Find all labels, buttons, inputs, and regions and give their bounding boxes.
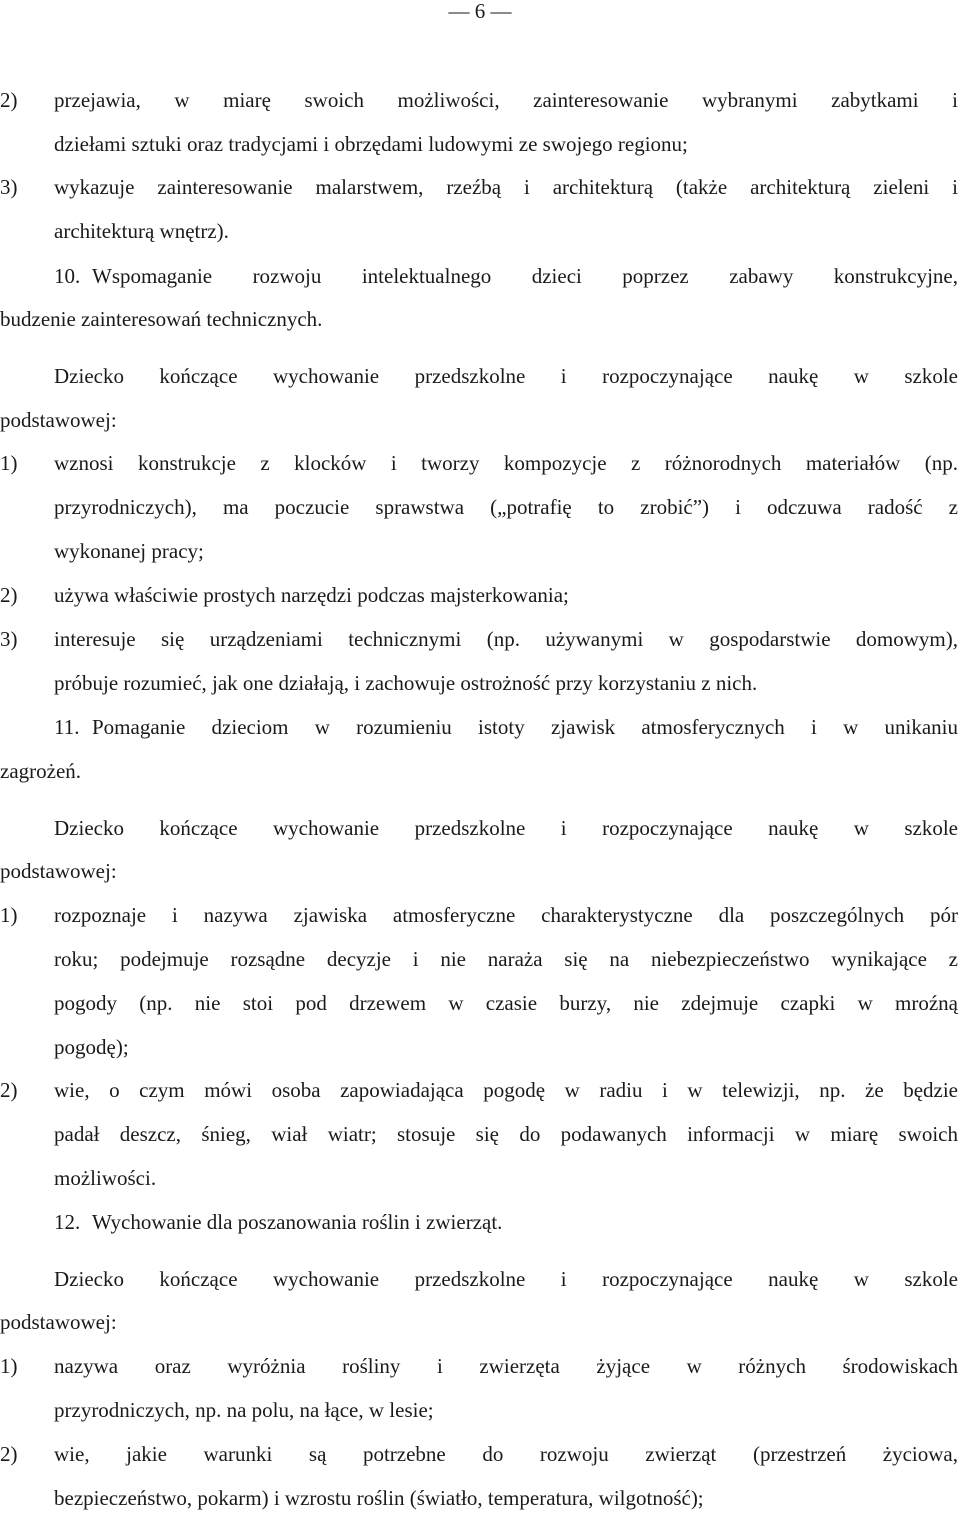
list-item-number: 1) xyxy=(0,451,18,475)
section-heading-line xyxy=(0,758,960,784)
list-item-line xyxy=(0,1397,960,1423)
list-item-line xyxy=(0,1165,960,1191)
list-item-line xyxy=(0,494,960,520)
intro-line xyxy=(0,1266,960,1292)
list-item-text: rozpoznaje i nazywa zjawiska atmosferyczne charakterystyczne dla poszczególnych pór xyxy=(54,903,958,927)
list-item-line xyxy=(0,1485,960,1511)
list-item-number: 2) xyxy=(0,1442,18,1466)
section-title: budzenie zainteresowań technicznych. xyxy=(0,307,323,331)
list-item-line xyxy=(0,538,960,564)
intro-line xyxy=(0,858,960,884)
list-item-text: wznosi konstrukcje z klocków i tworzy kompozycje z różnorodnych materiałów (np. xyxy=(54,451,958,475)
section-heading-line xyxy=(0,263,960,289)
list-item-number: 3) xyxy=(0,175,18,199)
list-item-text: nazywa oraz wyróżnia rośliny i zwierzęta żyjące w różnych środowiskach xyxy=(54,1354,958,1378)
section-title: Wychowanie dla poszanowania roślin i zwierząt. xyxy=(92,1210,503,1234)
list-item-number: 1) xyxy=(0,1354,18,1378)
intro-text: podstawowej: xyxy=(0,408,117,432)
list-item-text: pogody (np. nie stoi pod drzewem w czasie burzy, nie zdejmuje czapki w mroźną xyxy=(54,991,958,1015)
list-item-number: 1) xyxy=(0,903,18,927)
list-item-text: wie, jakie warunki są potrzebne do rozwoju zwierząt (przestrzeń życiowa, xyxy=(54,1442,958,1466)
list-item-number: 3) xyxy=(0,627,18,651)
list-item-text: interesuje się urządzeniami technicznymi (np. używanymi w gospodarstwie domowym), xyxy=(54,627,958,651)
section-number: 11. xyxy=(54,715,80,739)
section-heading-line xyxy=(0,1209,960,1235)
list-item-text: używa właściwie prostych narzędzi podczas majsterkowania; xyxy=(54,583,569,607)
section-title: Pomaganie dzieciom w rozumieniu istoty zjawisk atmosferycznych i w unikaniu xyxy=(92,715,958,739)
section-title: zagrożeń. xyxy=(0,759,82,783)
list-item-text: wykazuje zainteresowanie malarstwem, rzeźbą i architekturą (także architekturą zieleni i xyxy=(54,175,958,199)
list-item-text: wie, o czym mówi osoba zapowiadająca pogodę w radiu i w telewizji, np. że będzie xyxy=(54,1078,958,1102)
list-item-line xyxy=(0,1441,960,1467)
list-item-line xyxy=(0,174,960,200)
list-item-text: przyrodniczych, np. na polu, na łące, w lesie; xyxy=(54,1398,434,1422)
intro-text: podstawowej: xyxy=(0,859,117,883)
intro-line xyxy=(0,363,960,389)
list-item-text: bezpieczeństwo, pokarm) i wzrostu roślin (światło, temperatura, wilgotność); xyxy=(54,1486,704,1510)
list-item-text: pogodę); xyxy=(54,1035,129,1059)
intro-text: Dziecko kończące wychowanie przedszkolne i rozpoczynające naukę w szkole xyxy=(54,364,958,388)
section-title: Wspomaganie rozwoju intelektualnego dzieci poprzez zabawy konstrukcyjne, xyxy=(92,264,958,288)
page-number: — 6 — xyxy=(448,0,512,23)
intro-text: podstawowej: xyxy=(0,1310,117,1334)
list-item-text: wykonanej pracy; xyxy=(54,539,204,563)
list-item-line xyxy=(0,87,960,113)
intro-line xyxy=(0,815,960,841)
list-item-number: 2) xyxy=(0,583,18,607)
list-item-line xyxy=(0,582,960,608)
intro-line xyxy=(0,407,960,433)
list-item-line xyxy=(0,218,960,244)
list-item-line xyxy=(0,450,960,476)
list-item-line xyxy=(0,990,960,1016)
list-item-text: przejawia, w miarę swoich możliwości, zainteresowanie wybranymi zabytkami i xyxy=(54,88,958,112)
intro-text: Dziecko kończące wychowanie przedszkolne i rozpoczynające naukę w szkole xyxy=(54,816,958,840)
list-item-line xyxy=(0,131,960,157)
list-item-text: architekturą wnętrz). xyxy=(54,219,229,243)
section-number: 10. xyxy=(54,264,81,288)
section-number: 12. xyxy=(54,1210,81,1234)
section-heading-line xyxy=(0,714,960,740)
list-item-text: dziełami sztuki oraz tradycjami i obrzędami ludowymi ze swojego regionu; xyxy=(54,132,688,156)
list-item-line xyxy=(0,946,960,972)
list-item-number: 2) xyxy=(0,1078,18,1102)
list-item-line xyxy=(0,1077,960,1103)
list-item-line xyxy=(0,1121,960,1147)
list-item-line xyxy=(0,626,960,652)
section-heading-line xyxy=(0,306,960,332)
intro-line xyxy=(0,1309,960,1335)
list-item-line xyxy=(0,1353,960,1379)
list-item-text: padał deszcz, śnieg, wiał wiatr; stosuje się do podawanych informacji w miarę swoich xyxy=(54,1122,958,1146)
list-item-text: roku; podejmuje rozsądne decyzje i nie naraża się na niebezpieczeństwo wynikające z xyxy=(54,947,958,971)
list-item-text: możliwości. xyxy=(54,1166,157,1190)
list-item-line xyxy=(0,670,960,696)
list-item-text: próbuje rozumieć, jak one działają, i zachowuje ostrożność przy korzystaniu z nich. xyxy=(54,671,758,695)
list-item-line xyxy=(0,902,960,928)
list-item-number: 2) xyxy=(0,88,18,112)
list-item-line xyxy=(0,1034,960,1060)
intro-text: Dziecko kończące wychowanie przedszkolne i rozpoczynające naukę w szkole xyxy=(54,1267,958,1291)
list-item-text: przyrodniczych), ma poczucie sprawstwa („potrafię to zrobić”) i odczuwa radość z xyxy=(54,495,958,519)
